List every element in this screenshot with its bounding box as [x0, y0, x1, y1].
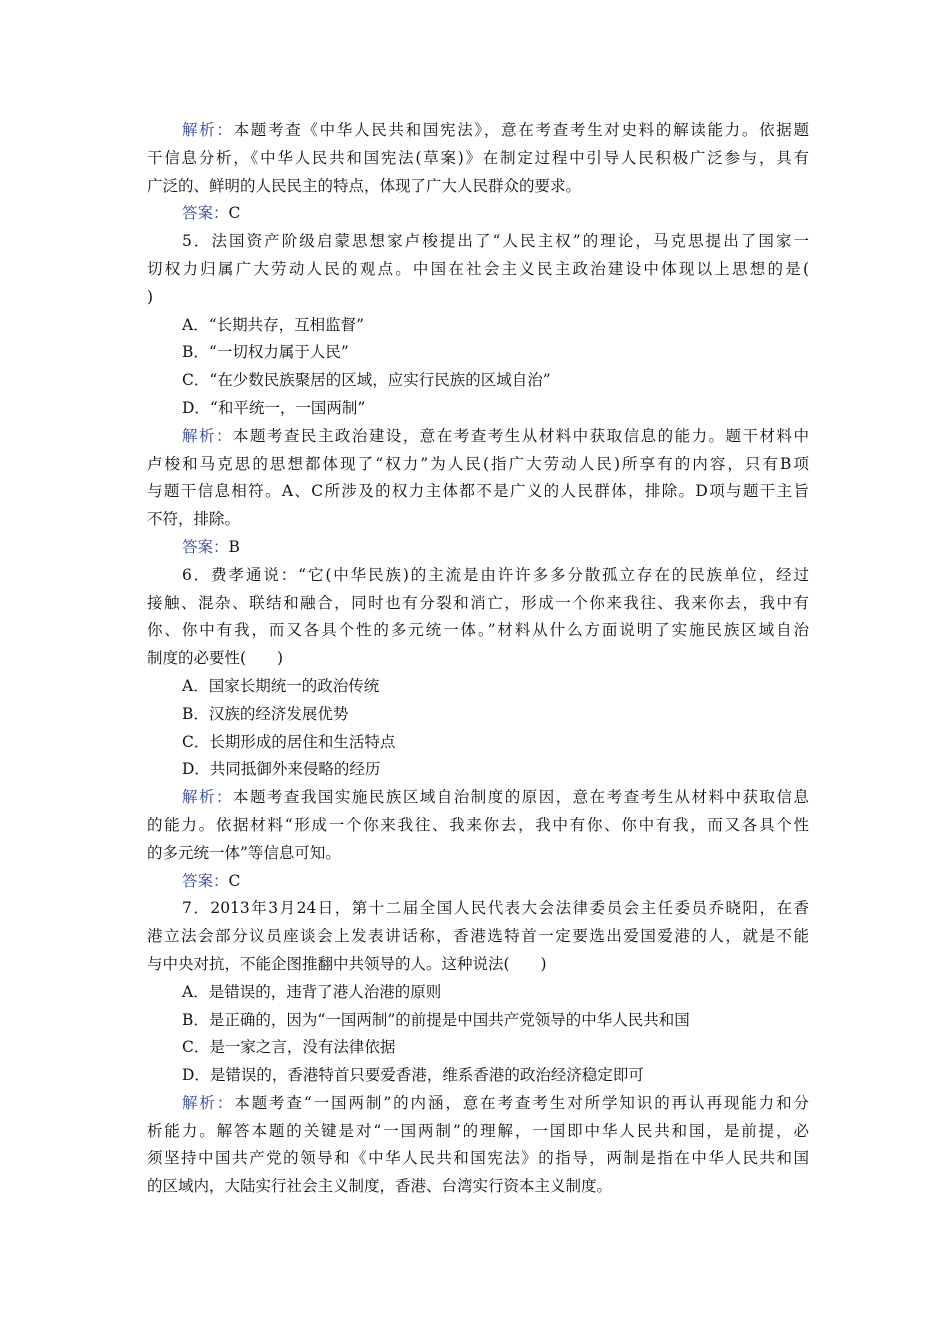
question-stem-line: 7．2013年3月24日，第十二届全国人民代表大会法律委员会主任委员乔晓阳，在香 — [182, 899, 809, 918]
analysis-line: 与题干信息相符。A、C所涉及的权力主体都不是广义的人民群体，排除。D项与题干主旨 — [147, 482, 809, 501]
question-stem-line: 港立法会部分议员座谈会上发表讲话称，香港选特首一定要选出爱国爱港的人，就是不能 — [147, 927, 809, 946]
question-stem-line: 5．法国资产阶级启蒙思想家卢梭提出了“人民主权”的理论，马克思提出了国家一 — [182, 232, 809, 251]
option-d: D．“和平统一，一国两制” — [182, 398, 366, 417]
answer-value: C — [228, 204, 241, 223]
option-a: A．国家长期统一的政治传统 — [182, 676, 380, 695]
analysis-line: 解析：本题考查《中华人民共和国宪法》，意在考查考生对史料的解读能力。依据题 — [182, 121, 809, 139]
analysis-line: 广泛的、鲜明的人民民主的特点，体现了广大人民群众的要求。 — [147, 176, 582, 195]
analysis-line: 卢梭和马克思的思想都体现了“权力”为人民(指广大劳动人民)所享有的内容，只有B项 — [147, 454, 809, 473]
analysis-label: 解析： — [182, 1093, 235, 1112]
answer-line — [147, 868, 809, 896]
question-stem-line: 6．费孝通说：“它(中华民族)的主流是由许许多多分散孤立存在的民族单位，经过 — [182, 565, 809, 584]
analysis-line: 的区域内，大陆实行社会主义制度，香港、台湾实行资本主义制度。 — [147, 1177, 613, 1196]
answer-value: C — [228, 871, 241, 890]
option-b: B．“一切权力属于人民” — [182, 343, 349, 362]
analysis-label: 解析： — [182, 426, 233, 445]
analysis-line: 解析：本题考查我国实施民族区域自治制度的原因，意在考查考生从材料中获取信息 — [182, 788, 809, 807]
option-d: D．共同抵御外来侵略的经历 — [182, 760, 381, 779]
answer-label: 答案： — [182, 537, 229, 556]
question-stem-line: 接触、混杂、联结和融合，同时也有分裂和消亡，形成一个你来我往、我来你去，我中有 — [147, 593, 809, 612]
question-stem-line: 制度的必要性( ) — [147, 649, 284, 668]
analysis-line: 解析：本题考查民主政治建设，意在考查考生从材料中获取信息的能力。题干材料中 — [182, 426, 809, 445]
analysis-line: 析能力。解答本题的关键是对“一国两制”的理解，一国即中华人民共和国，是前提，必 — [147, 1121, 809, 1140]
question-stem-line: ) — [147, 287, 154, 306]
option-a: A．“长期共存，互相监督” — [182, 315, 365, 334]
answer-value: B — [228, 537, 240, 556]
answer-line — [147, 534, 809, 562]
analysis-line: 干信息分析，《中华人民共和国宪法(草案)》在制定过程中引导人民积极广泛参与，具有 — [147, 148, 809, 167]
option-b: B．汉族的经济发展优势 — [182, 704, 349, 723]
option-c: C．是一家之言，没有法律依据 — [182, 1038, 396, 1057]
answer-label: 答案： — [182, 871, 229, 890]
question-stem-line: 切权力归属广大劳动人民的观点。中国在社会主义民主政治建设中体现以上思想的是( — [147, 259, 809, 278]
option-d: D．是错误的，香港特首只要爱香港，维系香港的政治经济稳定即可 — [182, 1066, 644, 1085]
analysis-line: 的多元统一体”等信息可知。 — [147, 843, 341, 862]
analysis-line: 解析：本题考查“一国两制”的内涵，意在考查考生对所学知识的再认再现能力和分 — [182, 1093, 809, 1112]
analysis-line: 的能力。依据材料“形成一个你来我往、我来你去，我中有你、你中有我，而又各具个性 — [147, 815, 809, 834]
analysis-line: 不符，排除。 — [147, 510, 241, 529]
option-c: C．长期形成的居住和生活特点 — [182, 732, 396, 751]
answer-line — [147, 200, 809, 228]
question-stem-line: 与中央对抗，不能企图推翻中共领导的人。这种说法( ) — [147, 954, 547, 973]
option-a: A．是错误的，违背了港人治港的原则 — [182, 982, 442, 1001]
analysis-label: 解析： — [182, 788, 233, 807]
question-stem-line: 你、你中有我，而又各具个性的多元统一体。”材料从什么方面说明了实施民族区域自治 — [147, 621, 809, 640]
document-page — [147, 117, 809, 1201]
analysis-label: 解析： — [182, 121, 234, 139]
option-c: C．“在少数民族聚居的区域，应实行民族的区域自治” — [182, 371, 551, 390]
option-b: B．是正确的，因为“一国两制”的前提是中国共产党领导的中华人民共和国 — [182, 1010, 690, 1029]
answer-label: 答案： — [182, 204, 229, 223]
analysis-line: 须坚持中国共产党的领导和《中华人民共和国宪法》的指导，两制是指在中华人民共和国 — [147, 1149, 809, 1168]
